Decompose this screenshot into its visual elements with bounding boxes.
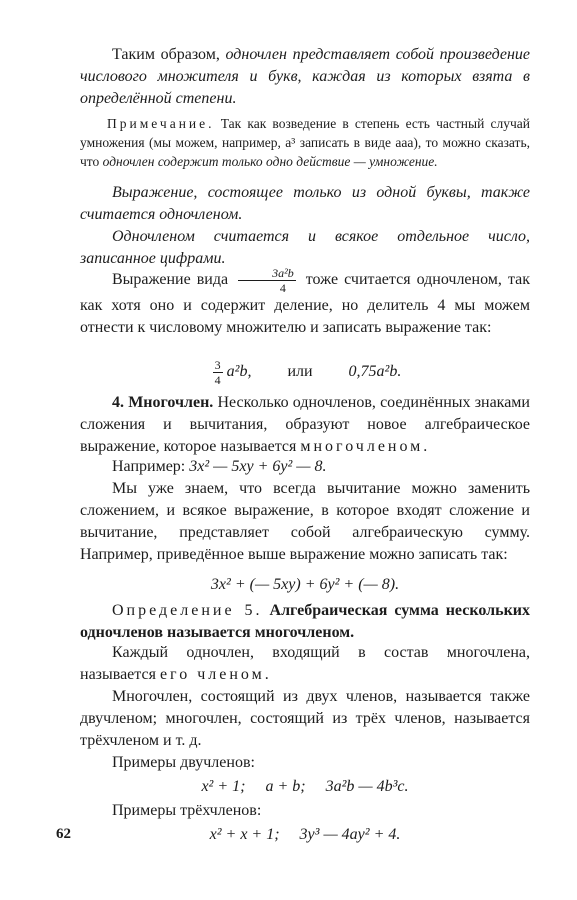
section-4-paragraph [80, 392, 530, 458]
page-number: 62 [56, 826, 71, 842]
example-formula: 3x² — 5xy + 6y² — 8. [189, 458, 327, 475]
example-paragraph [80, 456, 530, 478]
formula-fraction-forms [80, 358, 530, 387]
note-italic: одночлен содержит только одно действие — умножение. [102, 154, 438, 169]
definition-label: Определение 5. [112, 602, 263, 619]
definition-text: Алгебраическая сумма нескольких одночленов называется многочленом. [80, 602, 531, 641]
paragraph-monomial-summary [80, 44, 530, 110]
member-end: . [264, 666, 269, 683]
note-label: Примечание. [107, 116, 215, 131]
formula-term: a²b, [226, 363, 252, 381]
text-before-fraction: Выражение вида [112, 271, 229, 289]
note-paragraph [80, 114, 530, 171]
trinomial-examples-formula: x² + x + 1; 3y³ — 4ay² + 4. [209, 826, 401, 843]
member-term: его членом [159, 666, 265, 683]
section-term: многочленом [300, 438, 424, 455]
section-end: . [423, 438, 428, 455]
formula-or: или [287, 363, 313, 381]
formula-algebraic-sum: 3x² + (— 5xy) + 6y² + (— 8). [210, 576, 400, 593]
section-text: Несколько одночленов, соединённых знаками сложения и вычитания, образуют новое алгебраическое выражение, которое называется [80, 394, 530, 455]
fraction-denominator: 4 [279, 281, 286, 295]
paragraph-italic: одночлен представляет собой произведение числового множителя и букв, каждая из которых взята в определённой степени. [80, 46, 530, 107]
binomial-examples-label: Примеры двучленов: [112, 754, 255, 771]
trinomial-examples-label: Примеры трёхчленов: [112, 802, 262, 819]
section-heading: 4. Многочлен. [112, 394, 214, 411]
fraction-inline [238, 266, 296, 295]
formula-fraction [213, 358, 223, 387]
paragraph-member [80, 642, 530, 686]
binomial-examples-formula: x² + 1; a + b; 3a²b — 4b³c. [201, 778, 409, 795]
paragraph-algebraic-sum: Мы уже знаем, что всегда вычитание можно заменить сложением, и всякое выражение, в которое входят сложение и вычитание, представляет собой алгебраическую сумму. Например, приведённое выше выражение можно записать так: [80, 480, 530, 563]
member-text: Каждый одночлен, входящий в состав многочлена, называется [80, 644, 530, 683]
text-after-fraction: тоже считается одночленом, так как хотя оно и содержит деление, но делитель 4 мы можем отнести к числовому множителю и записать выражение так: [80, 271, 531, 336]
note-text: Так как возведение в степень есть частный случай умножения (мы можем, например, a³ записать в виде aaa), то можно сказать, что [80, 116, 530, 169]
paragraph-fraction-monomial [80, 266, 530, 339]
formula-alternative: 0,75a²b. [348, 363, 402, 381]
formula-fraction-numerator: 3 [214, 358, 221, 372]
paragraph-lead: Таким образом, [112, 46, 226, 63]
definition-5 [80, 600, 530, 644]
paragraph-single-number: Одночленом считается и всякое отдельное число, записанное цифрами. [80, 228, 530, 267]
formula-fraction-denominator: 4 [214, 373, 221, 387]
paragraph-binomial-trinomial: Многочлен, состоящий из двух членов, называется также двучленом; многочлен, состоящий из трёх членов, называется трёхчленом и т. д. [80, 688, 530, 749]
fraction-numerator: 3a²b [238, 266, 296, 281]
paragraph-single-letter: Выражение, состоящее только из одной буквы, также считается одночленом. [80, 184, 530, 223]
example-label: Например: [112, 458, 190, 475]
